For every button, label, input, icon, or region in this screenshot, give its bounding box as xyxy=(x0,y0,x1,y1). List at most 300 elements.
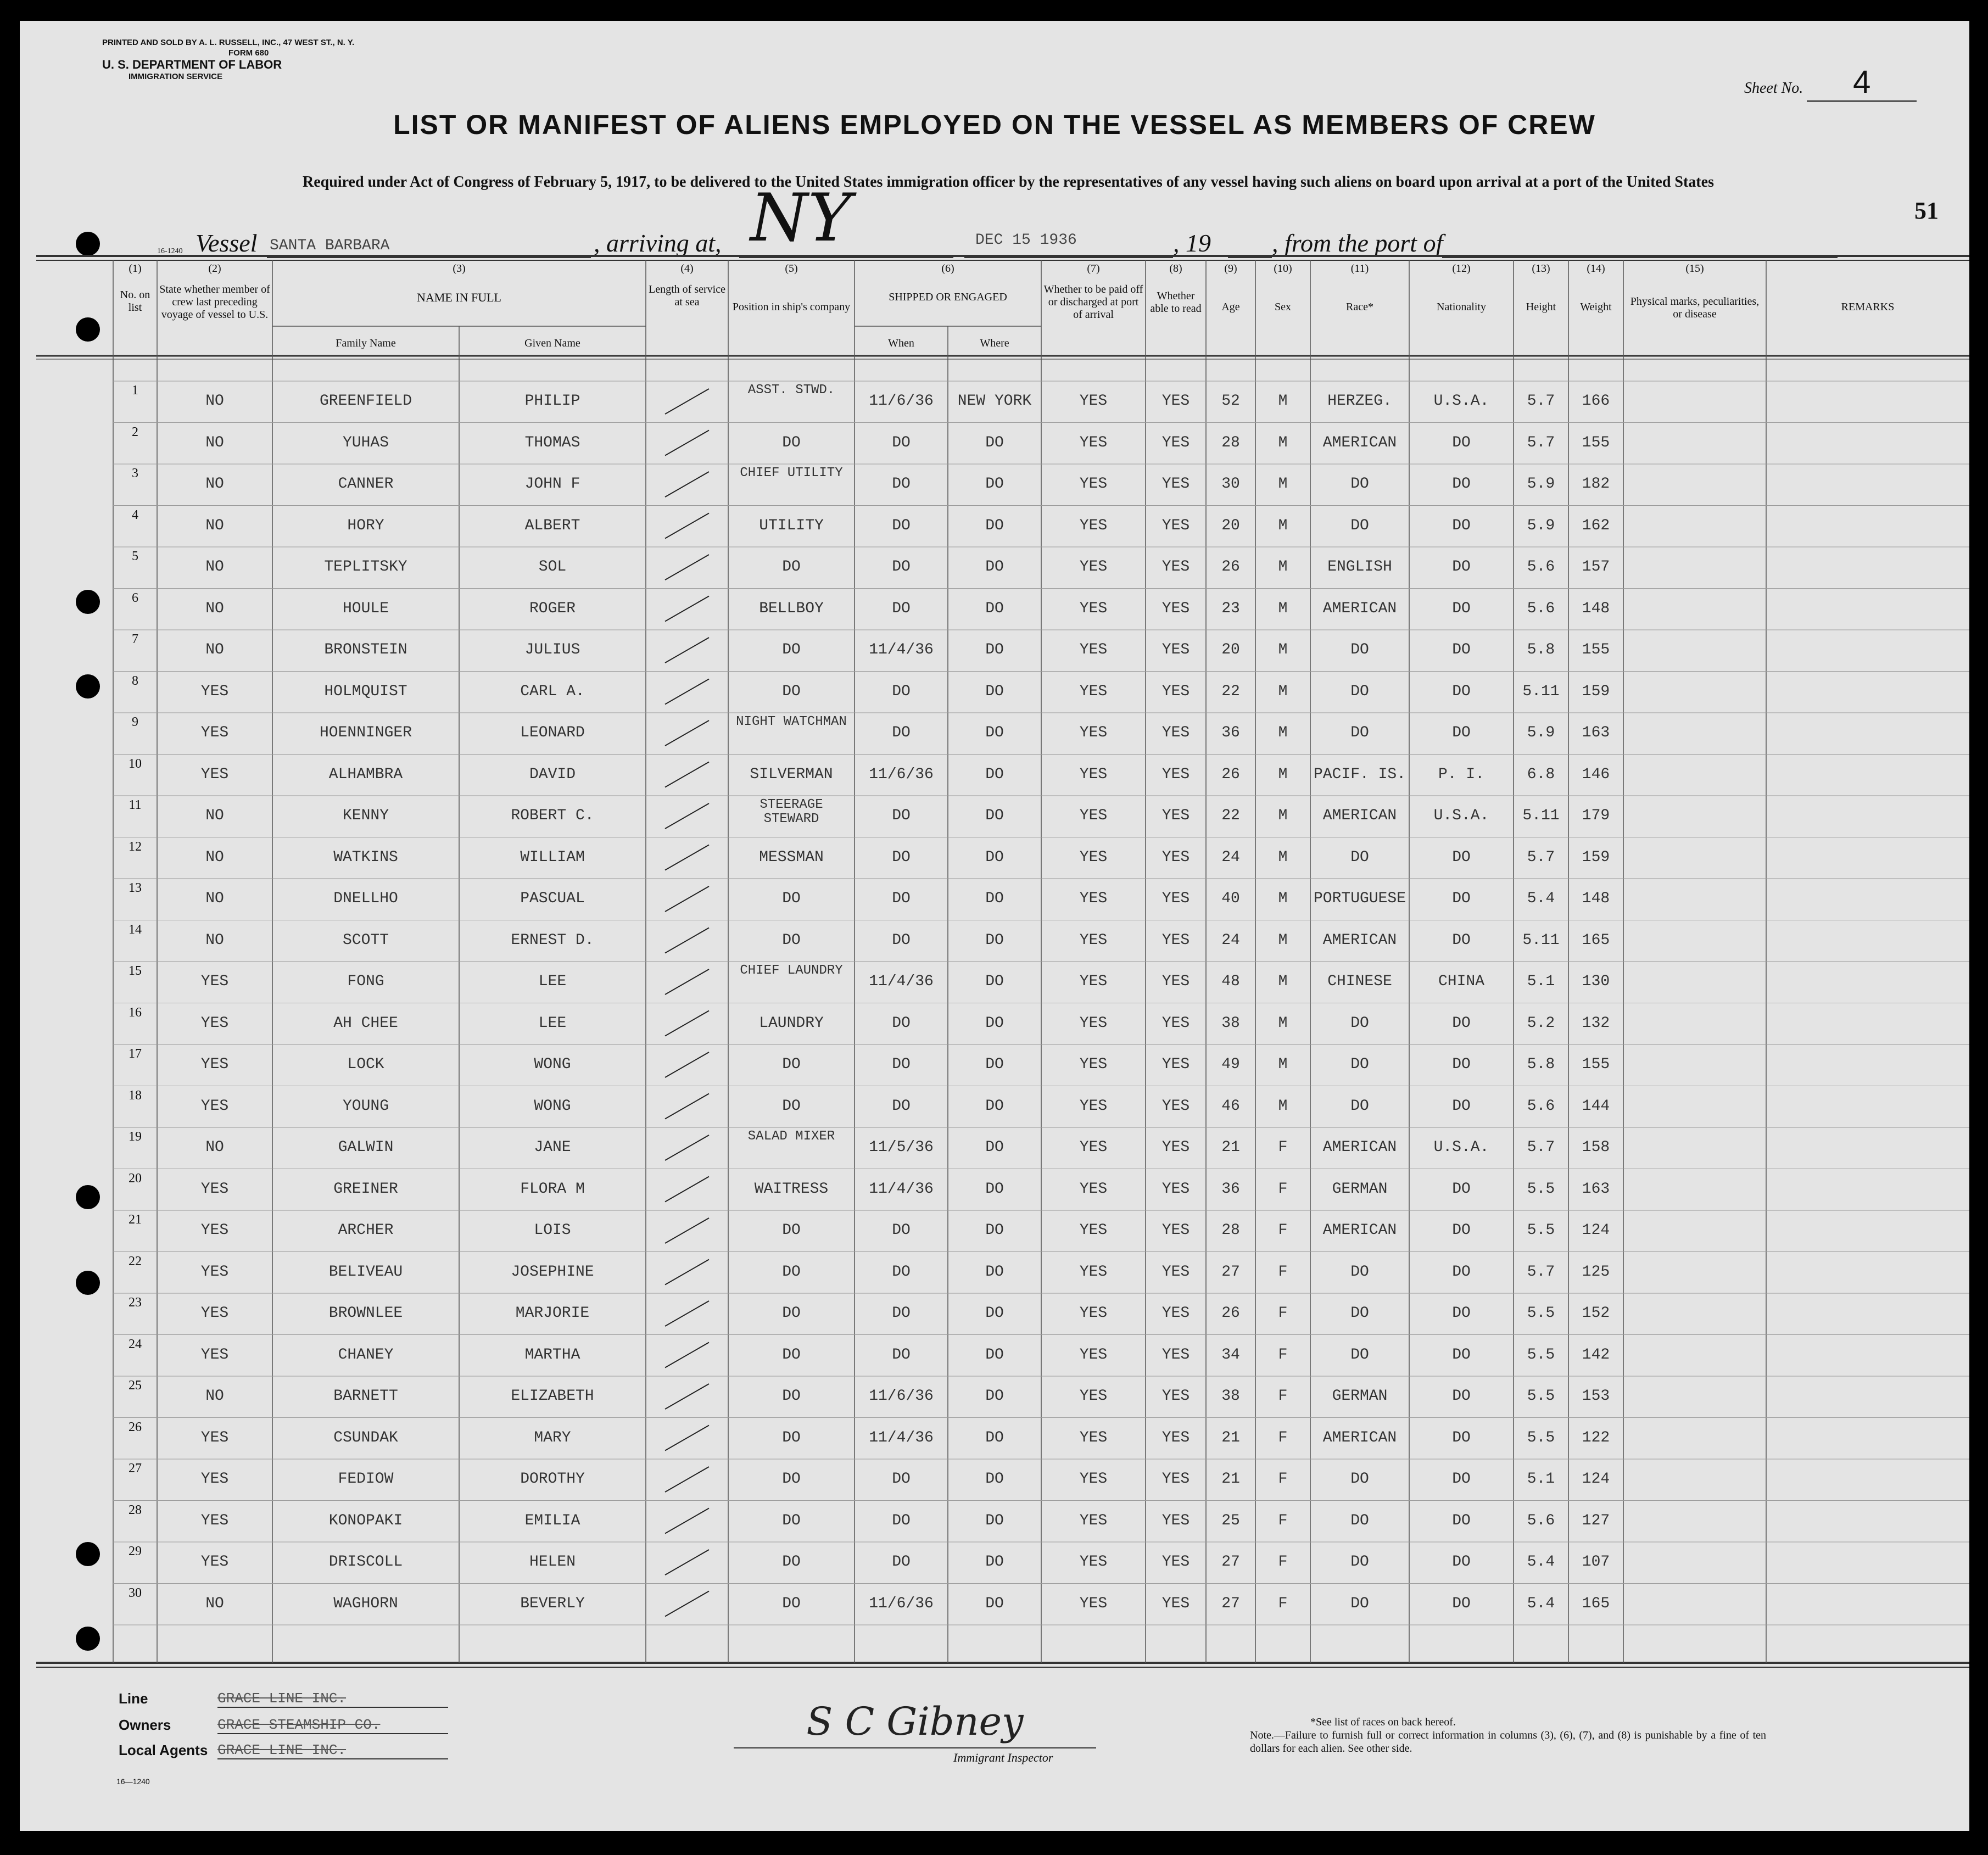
cell-weight: 155 xyxy=(1582,1056,1610,1073)
cell-position: LAUNDRY xyxy=(759,1014,824,1032)
cell-where: DO xyxy=(985,1512,1004,1529)
cell-prev: YES xyxy=(200,683,229,700)
cell-age: 26 xyxy=(1221,1305,1240,1322)
cell-race: DO xyxy=(1350,724,1369,741)
cell-age: 22 xyxy=(1221,807,1240,824)
cell-read: YES xyxy=(1161,1305,1190,1322)
cell-prev: NO xyxy=(205,848,224,866)
cell-given: MARY xyxy=(534,1429,571,1446)
cell-nationality: DO xyxy=(1452,641,1471,658)
cell-nationality: DO xyxy=(1452,1346,1471,1364)
cell-nationality: DO xyxy=(1452,476,1471,493)
cell-prev: YES xyxy=(200,1097,229,1115)
cell-where: DO xyxy=(985,766,1004,783)
cell-paid: YES xyxy=(1079,807,1108,824)
cell-race: AMERICAN xyxy=(1322,1139,1397,1156)
cell-when: DO xyxy=(892,434,911,451)
cell-height: 5.2 xyxy=(1527,1014,1555,1032)
cell-nationality: DO xyxy=(1452,558,1471,576)
cell-weight: 163 xyxy=(1582,1180,1610,1198)
cell-given: WILLIAM xyxy=(520,848,585,866)
cell-height: 5.5 xyxy=(1527,1305,1555,1322)
cell-paid: YES xyxy=(1079,1139,1108,1156)
cell-race: AMERICAN xyxy=(1322,434,1397,451)
col-head-height: Height xyxy=(1526,301,1556,313)
row-number: 12 xyxy=(129,839,142,854)
grid-line xyxy=(665,886,709,912)
cell-given: LOIS xyxy=(534,1222,571,1239)
cell-age: 24 xyxy=(1221,848,1240,866)
cell-age: 36 xyxy=(1221,724,1240,741)
cell-weight: 132 xyxy=(1582,1014,1610,1032)
cell-nationality: DO xyxy=(1452,1429,1471,1446)
races-note: *See list of races on back hereof. xyxy=(1310,1716,1456,1728)
cell-prev: YES xyxy=(200,1305,229,1322)
cell-read: YES xyxy=(1161,1263,1190,1281)
cell-race: DO xyxy=(1350,517,1369,534)
cell-nationality: DO xyxy=(1452,848,1471,866)
row-number: 2 xyxy=(132,424,138,439)
cell-where: DO xyxy=(985,724,1004,741)
cell-sex: F xyxy=(1278,1305,1288,1322)
cell-given: JANE xyxy=(534,1139,571,1156)
cell-where: DO xyxy=(985,1222,1004,1239)
cell-paid: YES xyxy=(1079,1554,1108,1571)
page-number: 51 xyxy=(1914,197,1939,224)
cell-read: YES xyxy=(1161,724,1190,741)
cell-height: 5.9 xyxy=(1527,724,1555,741)
cell-age: 20 xyxy=(1221,641,1240,658)
cell-height: 5.4 xyxy=(1527,1554,1555,1571)
cell-position: NIGHT WATCHMAN xyxy=(736,714,847,729)
cell-height: 5.8 xyxy=(1527,641,1555,658)
cell-family: CANNER xyxy=(338,476,394,493)
grid-line xyxy=(665,1177,709,1202)
cell-height: 5.7 xyxy=(1527,434,1555,451)
cell-weight: 159 xyxy=(1582,683,1610,700)
cell-age: 22 xyxy=(1221,683,1240,700)
cell-height: 5.4 xyxy=(1527,1595,1555,1612)
manifest-sheet xyxy=(20,21,1969,1831)
cell-where: DO xyxy=(985,1471,1004,1488)
cell-race: DO xyxy=(1350,848,1369,866)
cell-prev: YES xyxy=(200,1263,229,1281)
cell-sex: M xyxy=(1278,641,1288,658)
cell-paid: YES xyxy=(1079,766,1108,783)
col-num-7: (7) xyxy=(1087,262,1100,275)
cell-position: DO xyxy=(782,1388,801,1405)
cell-age: 23 xyxy=(1221,600,1240,617)
cell-sex: F xyxy=(1278,1429,1288,1446)
cell-position: DO xyxy=(782,1097,801,1115)
row-number: 16 xyxy=(129,1005,142,1020)
cell-given: MARJORIE xyxy=(515,1305,590,1322)
col-num-4: (4) xyxy=(680,262,694,275)
cell-nationality: U.S.A. xyxy=(1433,807,1489,824)
col-num-6: (6) xyxy=(941,262,954,275)
local-agents-label: Local Agents xyxy=(119,1742,208,1758)
cell-height: 5.6 xyxy=(1527,1097,1555,1115)
cell-weight: 155 xyxy=(1582,641,1610,658)
cell-given: THOMAS xyxy=(524,434,580,451)
cell-height: 5.9 xyxy=(1527,476,1555,493)
col-num-2: (2) xyxy=(208,262,221,275)
cell-where: DO xyxy=(985,1388,1004,1405)
cell-height: 5.11 xyxy=(1522,807,1560,824)
inspector-signature: S C Gibney xyxy=(806,1699,1024,1744)
grid-line xyxy=(665,1260,709,1285)
cell-when: 11/4/36 xyxy=(869,973,934,990)
cell-sex: F xyxy=(1278,1222,1288,1239)
cell-given: PHILIP xyxy=(524,393,580,410)
cell-height: 5.8 xyxy=(1527,1056,1555,1073)
row-number: 6 xyxy=(132,590,138,605)
col-head-nationality: Nationality xyxy=(1437,301,1486,313)
cell-position: DO xyxy=(782,1222,801,1239)
cell-given: PASCUAL xyxy=(520,890,585,907)
vessel-name: SANTA BARBARA xyxy=(270,237,390,254)
cell-race: AMERICAN xyxy=(1322,600,1397,617)
cell-nationality: DO xyxy=(1452,1097,1471,1115)
cell-where: DO xyxy=(985,1139,1004,1156)
cell-family: KONOPAKI xyxy=(328,1512,403,1529)
cell-paid: YES xyxy=(1079,1512,1108,1529)
cell-position: DO xyxy=(782,641,801,658)
cell-race: ENGLISH xyxy=(1327,558,1392,576)
cell-position: DO xyxy=(782,558,801,576)
vessel-label: Vessel xyxy=(196,229,258,257)
cell-given: JOHN F xyxy=(524,476,580,493)
cell-when: DO xyxy=(892,600,911,617)
cell-family: DRISCOLL xyxy=(328,1554,403,1571)
cell-race: DO xyxy=(1350,1305,1369,1322)
row-number: 29 xyxy=(129,1544,142,1558)
cell-where: DO xyxy=(985,1180,1004,1198)
cell-given: ROGER xyxy=(529,600,576,617)
cell-weight: 122 xyxy=(1582,1429,1610,1446)
col-head-name-in-full: NAME IN FULL xyxy=(417,290,501,304)
cell-race: DO xyxy=(1350,1471,1369,1488)
cell-height: 5.4 xyxy=(1527,890,1555,907)
page-subtitle: Required under Act of Congress of February 5, 1917, to be delivered to the United States immigration officer by the representatives of any vessel having such aliens on board upon arrival at a port of the United States xyxy=(303,174,1714,191)
cell-sex: M xyxy=(1278,476,1288,493)
row-number: 21 xyxy=(129,1213,142,1227)
col-head-remarks: REMARKS xyxy=(1841,301,1895,313)
cell-when: DO xyxy=(892,1305,911,1322)
cell-when: DO xyxy=(892,558,911,576)
cell-when: DO xyxy=(892,1263,911,1281)
cell-race: DO xyxy=(1350,1512,1369,1529)
cell-weight: 144 xyxy=(1582,1097,1610,1115)
cell-height: 5.9 xyxy=(1527,517,1555,534)
cell-where: DO xyxy=(985,1263,1004,1281)
cell-nationality: DO xyxy=(1452,1014,1471,1032)
cell-race: DO xyxy=(1350,1056,1369,1073)
cell-family: HOLMQUIST xyxy=(324,683,407,700)
cell-race: DO xyxy=(1350,1263,1369,1281)
cell-sex: M xyxy=(1278,600,1288,617)
owners-label: Owners xyxy=(119,1717,171,1733)
col-num-8: (8) xyxy=(1169,262,1182,275)
cell-family: YUHAS xyxy=(342,434,389,451)
cell-given: BEVERLY xyxy=(520,1595,585,1612)
cell-weight: 165 xyxy=(1582,1595,1610,1612)
cell-read: YES xyxy=(1161,683,1190,700)
cell-given: LEE xyxy=(538,973,567,990)
cell-height: 6.8 xyxy=(1527,766,1555,783)
grid-line xyxy=(665,1508,709,1534)
col-head-weight: Weight xyxy=(1580,301,1612,313)
cell-read: YES xyxy=(1161,1512,1190,1529)
cell-paid: YES xyxy=(1079,476,1108,493)
cell-position: DO xyxy=(782,1429,801,1446)
cell-family: ALHAMBRA xyxy=(328,766,403,783)
cell-sex: M xyxy=(1278,1014,1288,1032)
cell-weight: 157 xyxy=(1582,558,1610,576)
cell-nationality: DO xyxy=(1452,1263,1471,1281)
cell-prev: NO xyxy=(205,434,224,451)
cell-family: FEDIOW xyxy=(338,1471,394,1488)
cell-age: 20 xyxy=(1221,517,1240,534)
cell-age: 30 xyxy=(1221,476,1240,493)
cell-family: BRONSTEIN xyxy=(324,641,407,658)
cell-position: WAITRESS xyxy=(754,1180,829,1198)
cell-given: HELEN xyxy=(529,1554,576,1571)
cell-given: ALBERT xyxy=(524,517,580,534)
cell-race: DO xyxy=(1350,1554,1369,1571)
grid-line xyxy=(665,1591,709,1617)
cell-where: DO xyxy=(985,1595,1004,1612)
cell-nationality: DO xyxy=(1452,890,1471,907)
cell-read: YES xyxy=(1161,931,1190,949)
cell-prev: YES xyxy=(200,1222,229,1239)
cell-when: DO xyxy=(892,890,911,907)
cell-where: DO xyxy=(985,434,1004,451)
cell-read: YES xyxy=(1161,848,1190,866)
cell-family: KENNY xyxy=(342,807,389,824)
cell-sex: M xyxy=(1278,683,1288,700)
col-head-race: Race* xyxy=(1346,301,1373,313)
cell-given: SOL xyxy=(538,558,567,576)
cell-family: TEPLITSKY xyxy=(324,558,407,576)
cell-sex: F xyxy=(1278,1595,1288,1612)
cell-given: MARTHA xyxy=(524,1346,580,1364)
cell-when: DO xyxy=(892,683,911,700)
cell-given: ROBERT C. xyxy=(511,807,594,824)
col-head-paid-off: Whether to be paid off or discharged at port of arrival xyxy=(1043,283,1143,321)
cell-sex: M xyxy=(1278,1056,1288,1073)
cell-position: DO xyxy=(782,1263,801,1281)
cell-weight: 163 xyxy=(1582,724,1610,741)
cell-where: DO xyxy=(985,890,1004,907)
cell-when: DO xyxy=(892,724,911,741)
cell-when: DO xyxy=(892,1512,911,1529)
cell-given: DOROTHY xyxy=(520,1471,585,1488)
grid-line xyxy=(665,928,709,953)
cell-weight: 148 xyxy=(1582,600,1610,617)
cell-family: SCOTT xyxy=(342,931,389,949)
cell-read: YES xyxy=(1161,1056,1190,1073)
cell-given: ELIZABETH xyxy=(511,1388,594,1405)
cell-age: 21 xyxy=(1221,1471,1240,1488)
cell-family: GREINER xyxy=(333,1180,398,1198)
cell-nationality: DO xyxy=(1452,1512,1471,1529)
cell-sex: F xyxy=(1278,1139,1288,1156)
col-head-sex: Sex xyxy=(1275,301,1291,313)
service-name: IMMIGRATION SERVICE xyxy=(129,72,223,81)
col-num-15: (15) xyxy=(1685,262,1704,275)
col-head-age: Age xyxy=(1221,301,1240,313)
cell-race: AMERICAN xyxy=(1322,807,1397,824)
cell-paid: YES xyxy=(1079,973,1108,990)
cell-nationality: DO xyxy=(1452,1305,1471,1322)
cell-read: YES xyxy=(1161,766,1190,783)
col-num-5: (5) xyxy=(785,262,798,275)
cell-nationality: DO xyxy=(1452,1222,1471,1239)
col-head-where: Where xyxy=(980,337,1009,349)
cell-family: HORY xyxy=(347,517,384,534)
form-number: FORM 680 xyxy=(228,48,269,58)
cell-prev: YES xyxy=(200,1554,229,1571)
cell-prev: NO xyxy=(205,517,224,534)
arriving-label: , arriving at, xyxy=(594,229,722,257)
cell-height: 5.6 xyxy=(1527,600,1555,617)
cell-race: DO xyxy=(1350,476,1369,493)
cell-read: YES xyxy=(1161,1139,1190,1156)
cell-sex: F xyxy=(1278,1554,1288,1571)
cell-when: 11/4/36 xyxy=(869,1180,934,1198)
cell-age: 27 xyxy=(1221,1595,1240,1612)
cell-family: GALWIN xyxy=(338,1139,394,1156)
cell-weight: 142 xyxy=(1582,1346,1610,1364)
cell-where: DO xyxy=(985,558,1004,576)
cell-position: ASST. STWD. xyxy=(747,383,835,398)
grid-line xyxy=(665,1011,709,1036)
cell-position: MESSMAN xyxy=(759,848,824,866)
cell-family: BELIVEAU xyxy=(328,1263,403,1281)
signature-line xyxy=(734,1747,1096,1748)
cell-prev: YES xyxy=(200,1346,229,1364)
page-title: LIST OR MANIFEST OF ALIENS EMPLOYED ON THE VESSEL AS MEMBERS OF CREW xyxy=(393,109,1596,140)
cell-family: DNELLHO xyxy=(333,890,398,907)
cell-when: DO xyxy=(892,1222,911,1239)
cell-where: DO xyxy=(985,1056,1004,1073)
cell-where: DO xyxy=(985,807,1004,824)
from-port-label: , from the port of xyxy=(1272,229,1443,257)
cell-nationality: DO xyxy=(1452,931,1471,949)
cell-sex: F xyxy=(1278,1346,1288,1364)
cell-sex: M xyxy=(1278,517,1288,534)
row-number: 11 xyxy=(129,798,142,812)
cell-weight: 107 xyxy=(1582,1554,1610,1571)
cell-sex: M xyxy=(1278,766,1288,783)
cell-race: AMERICAN xyxy=(1322,1222,1397,1239)
cell-given: LEONARD xyxy=(520,724,585,741)
cell-race: PACIF. IS. xyxy=(1313,766,1406,783)
cell-where: DO xyxy=(985,517,1004,534)
cell-height: 5.5 xyxy=(1527,1346,1555,1364)
grid-line xyxy=(665,1343,709,1368)
cell-prev: NO xyxy=(205,1139,224,1156)
cell-age: 27 xyxy=(1221,1263,1240,1281)
cell-where: DO xyxy=(985,476,1004,493)
col-num-9: (9) xyxy=(1224,262,1237,275)
penalty-note: Note.—Failure to furnish full or correct information in columns (3), (6), (7), and (8) is punishable by a fine of ten dollars for each alien. See other side. xyxy=(1250,1729,1766,1755)
row-number: 25 xyxy=(129,1378,142,1393)
cell-height: 5.6 xyxy=(1527,1512,1555,1529)
cell-race: GERMAN xyxy=(1332,1388,1388,1405)
cell-height: 5.5 xyxy=(1527,1388,1555,1405)
grid-line xyxy=(665,513,709,539)
row-number: 28 xyxy=(129,1502,142,1517)
cell-read: YES xyxy=(1161,807,1190,824)
footer-form-code: 16—1240 xyxy=(116,1777,150,1786)
cell-paid: YES xyxy=(1079,1056,1108,1073)
cell-paid: YES xyxy=(1079,517,1108,534)
cell-family: LOCK xyxy=(347,1056,384,1073)
cell-nationality: DO xyxy=(1452,1388,1471,1405)
row-number: 5 xyxy=(132,549,138,563)
cell-paid: YES xyxy=(1079,683,1108,700)
cell-age: 48 xyxy=(1221,973,1240,990)
sheet-number: 4 xyxy=(1807,64,1917,102)
row-number: 30 xyxy=(129,1585,142,1600)
row-number: 14 xyxy=(129,922,142,937)
row-number: 18 xyxy=(129,1088,142,1103)
cell-when: DO xyxy=(892,1097,911,1115)
col-head-when: When xyxy=(888,337,914,349)
row-number: 4 xyxy=(132,507,138,522)
cell-read: YES xyxy=(1161,1554,1190,1571)
cell-when: DO xyxy=(892,1554,911,1571)
col-num-14: (14) xyxy=(1587,262,1605,275)
row-number: 26 xyxy=(129,1420,142,1434)
cell-family: CHANEY xyxy=(338,1346,394,1364)
cell-given: JOSEPHINE xyxy=(511,1263,594,1281)
row-number: 17 xyxy=(129,1047,142,1061)
cell-height: 5.5 xyxy=(1527,1222,1555,1239)
col-head-family-name: Family Name xyxy=(336,337,396,349)
cell-height: 5.7 xyxy=(1527,1139,1555,1156)
cell-position: DO xyxy=(782,434,801,451)
cell-height: 5.1 xyxy=(1527,1471,1555,1488)
cell-age: 25 xyxy=(1221,1512,1240,1529)
cell-read: YES xyxy=(1161,1429,1190,1446)
cell-when: 11/4/36 xyxy=(869,1429,934,1446)
cell-when: 11/4/36 xyxy=(869,641,934,658)
cell-weight: 153 xyxy=(1582,1388,1610,1405)
cell-nationality: DO xyxy=(1452,1471,1471,1488)
cell-where: DO xyxy=(985,1305,1004,1322)
grid-line xyxy=(665,1135,709,1160)
row-number: 7 xyxy=(132,632,138,646)
cell-prev: NO xyxy=(205,890,224,907)
cell-prev: NO xyxy=(205,1388,224,1405)
cell-when: 11/6/36 xyxy=(869,1388,934,1405)
cell-race: DO xyxy=(1350,683,1369,700)
cell-prev: YES xyxy=(200,1429,229,1446)
cell-given: FLORA M xyxy=(520,1180,585,1198)
cell-position: SALAD MIXER xyxy=(747,1129,835,1144)
cell-age: 52 xyxy=(1221,393,1240,410)
cell-paid: YES xyxy=(1079,1014,1108,1032)
cell-nationality: DO xyxy=(1452,1554,1471,1571)
cell-nationality: DO xyxy=(1452,724,1471,741)
cell-nationality: DO xyxy=(1452,683,1471,700)
cell-paid: YES xyxy=(1079,1263,1108,1281)
grid-line xyxy=(665,1094,709,1119)
cell-paid: YES xyxy=(1079,393,1108,410)
